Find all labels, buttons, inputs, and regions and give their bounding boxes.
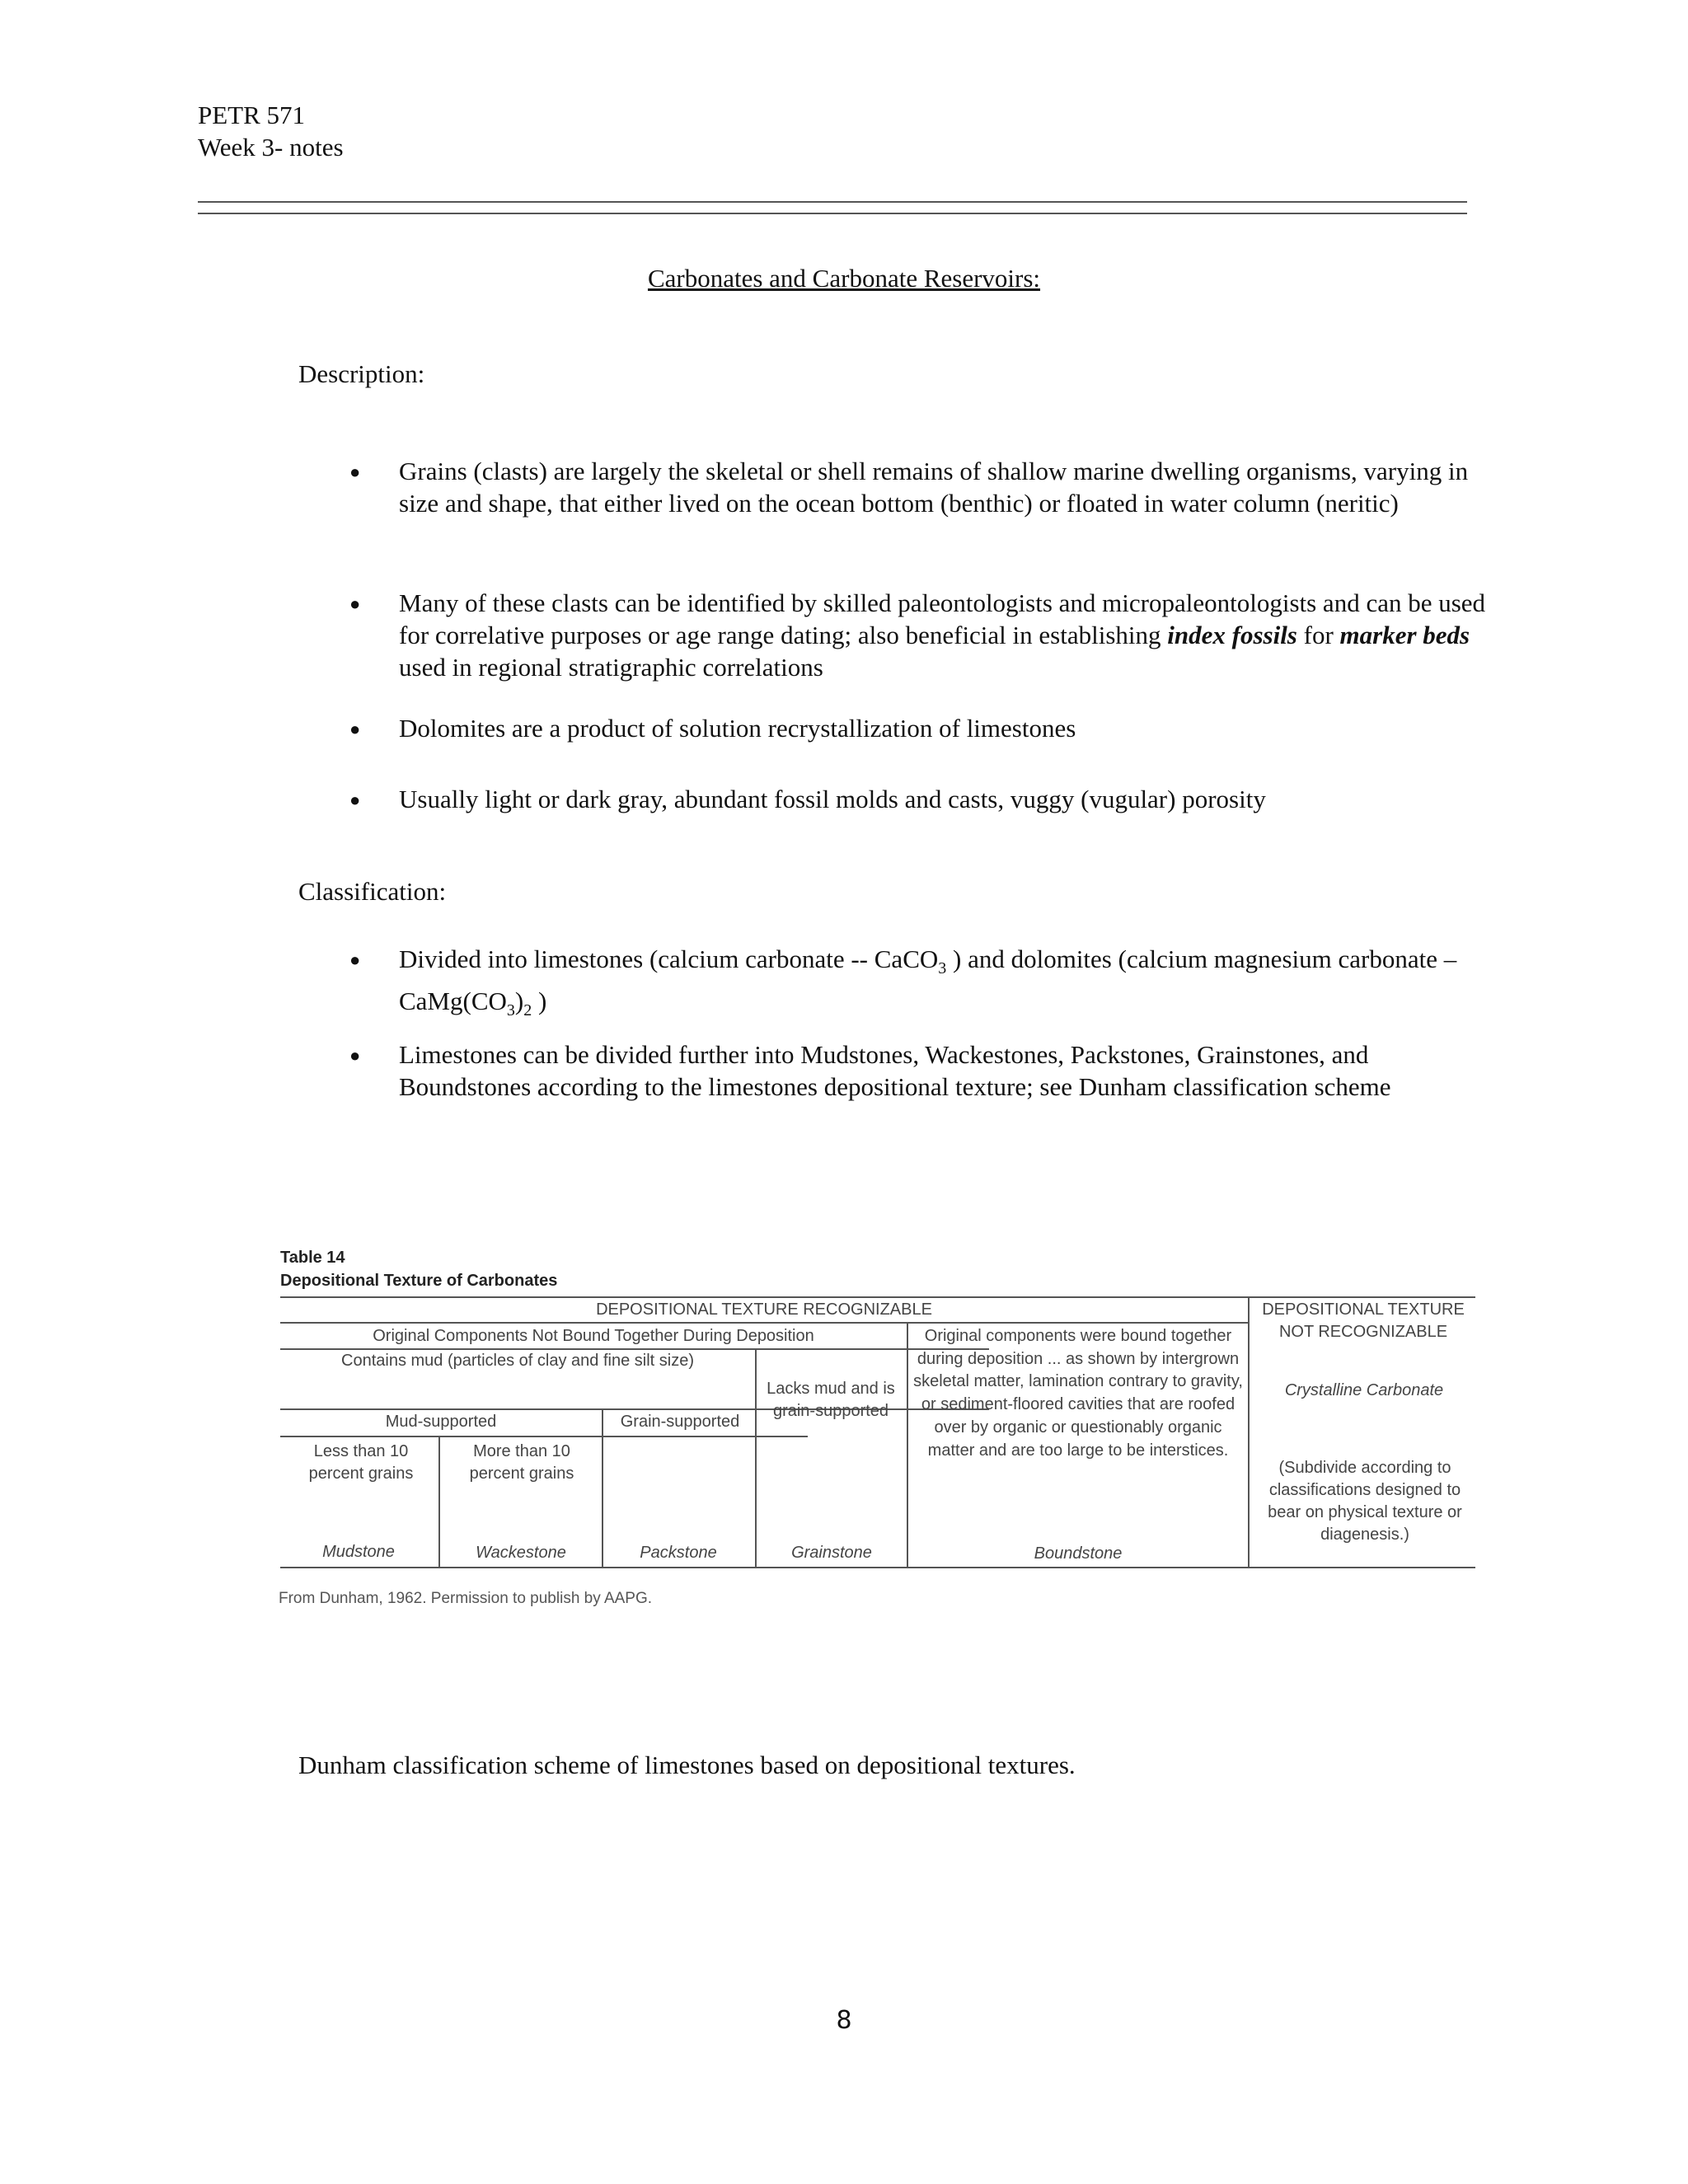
figure-caption: Dunham classification scheme of limestones based on depositional textures. bbox=[298, 1750, 1076, 1779]
header-not-bound: Original Components Not Bound Together During Deposition bbox=[373, 1327, 814, 1345]
bullet-dot: ● bbox=[349, 1045, 361, 1066]
week-label: Week 3- notes bbox=[198, 133, 344, 162]
header-not-recognizable: DEPOSITIONAL TEXTURE NOT RECOGNIZABLE bbox=[1262, 1301, 1465, 1341]
header-bound: Original components were bound together during deposition ... as shown by intergrown skeletal matter, lamination contrary to gravity, or sediment-floored cavities that are roofed over by organic or questionably organic matter and are too large to be interstices. bbox=[913, 1327, 1243, 1460]
bullet-dot: ● bbox=[349, 790, 361, 810]
classification-heading: Classification: bbox=[298, 877, 447, 906]
bullet-dolomites: Dolomites are a product of solution recrystallization of limestones bbox=[399, 714, 1076, 743]
header-more-than: More than 10 percent grains bbox=[469, 1442, 574, 1483]
name-packstone: Packstone bbox=[640, 1544, 717, 1562]
bullet-grains: Grains (clasts) are largely the skeletal or shell remains of shallow marine dwelling organisms, varying in size and shape, that either lived on the ocean bottom (benthic) or floated in water column (neritic) bbox=[399, 457, 1469, 518]
double-rule-divider bbox=[198, 201, 1467, 214]
dunham-classification-table bbox=[229, 1225, 1498, 1760]
table-source-note: From Dunham, 1962. Permission to publish by AAPG. bbox=[279, 1590, 653, 1607]
bullet-color: Usually light or dark gray, abundant fossil molds and casts, vuggy (vugular) porosity bbox=[399, 785, 1266, 813]
bullet-dot: ● bbox=[349, 593, 361, 614]
header-recognizable: DEPOSITIONAL TEXTURE RECOGNIZABLE bbox=[596, 1301, 932, 1319]
subdivide-note: (Subdivide according to classifications designed to bear on physical texture or diagenesis.) bbox=[1268, 1459, 1462, 1544]
header-mud-supported: Mud-supported bbox=[385, 1413, 497, 1431]
bullet-dunham: Limestones can be divided further into Mudstones, Wackestones, Packstones, Grainstones, and Boundstones according to the limestones depositional texture; see Dunham classification scheme bbox=[399, 1040, 1391, 1101]
name-wackestone: Wackestone bbox=[476, 1544, 566, 1562]
bullet-clasts: Many of these clasts can be identified by skilled paleontologists and micropaleontologists and can be used for correlative purposes or age range dating; also beneficial in establishing index fossils for marker beds used in regional stratigraphic correlations bbox=[399, 588, 1486, 682]
name-boundstone: Boundstone bbox=[1034, 1544, 1123, 1563]
name-mudstone: Mudstone bbox=[322, 1543, 395, 1561]
table-label-title: Table 14 Depositional Texture of Carbonates bbox=[280, 1249, 558, 1290]
description-heading: Description: bbox=[298, 359, 425, 388]
bullet-dot: ● bbox=[349, 462, 361, 482]
page-title: Carbonates and Carbonate Reservoirs: bbox=[647, 264, 1041, 293]
index-fossils-emphasis: index fossils bbox=[1167, 621, 1297, 649]
header-contains-mud: Contains mud (particles of clay and fine silt size) bbox=[341, 1352, 694, 1370]
crystalline-carbonate-label: Crystalline Carbonate bbox=[1284, 1381, 1444, 1399]
header-grain-supported: Grain-supported bbox=[620, 1413, 740, 1431]
bullet-dot: ● bbox=[349, 949, 361, 970]
bullet-limestones-dolomites: Divided into limestones (calcium carbonate -- CaCO$_3$ ) and dolomites (calcium magnesium carbonate – $CaMg(CO_3)_2$ ) bbox=[399, 944, 1457, 1020]
name-grainstone: Grainstone bbox=[791, 1544, 872, 1562]
header-lacks-mud: Lacks mud and is grain-supported bbox=[767, 1380, 895, 1420]
bullet-dot: ● bbox=[349, 719, 361, 739]
marker-beds-emphasis: marker beds bbox=[1339, 621, 1470, 649]
course-code: PETR 571 bbox=[198, 101, 306, 129]
page-number: 8 bbox=[836, 2006, 852, 2035]
header-less-than: Less than 10 percent grains bbox=[308, 1442, 414, 1483]
